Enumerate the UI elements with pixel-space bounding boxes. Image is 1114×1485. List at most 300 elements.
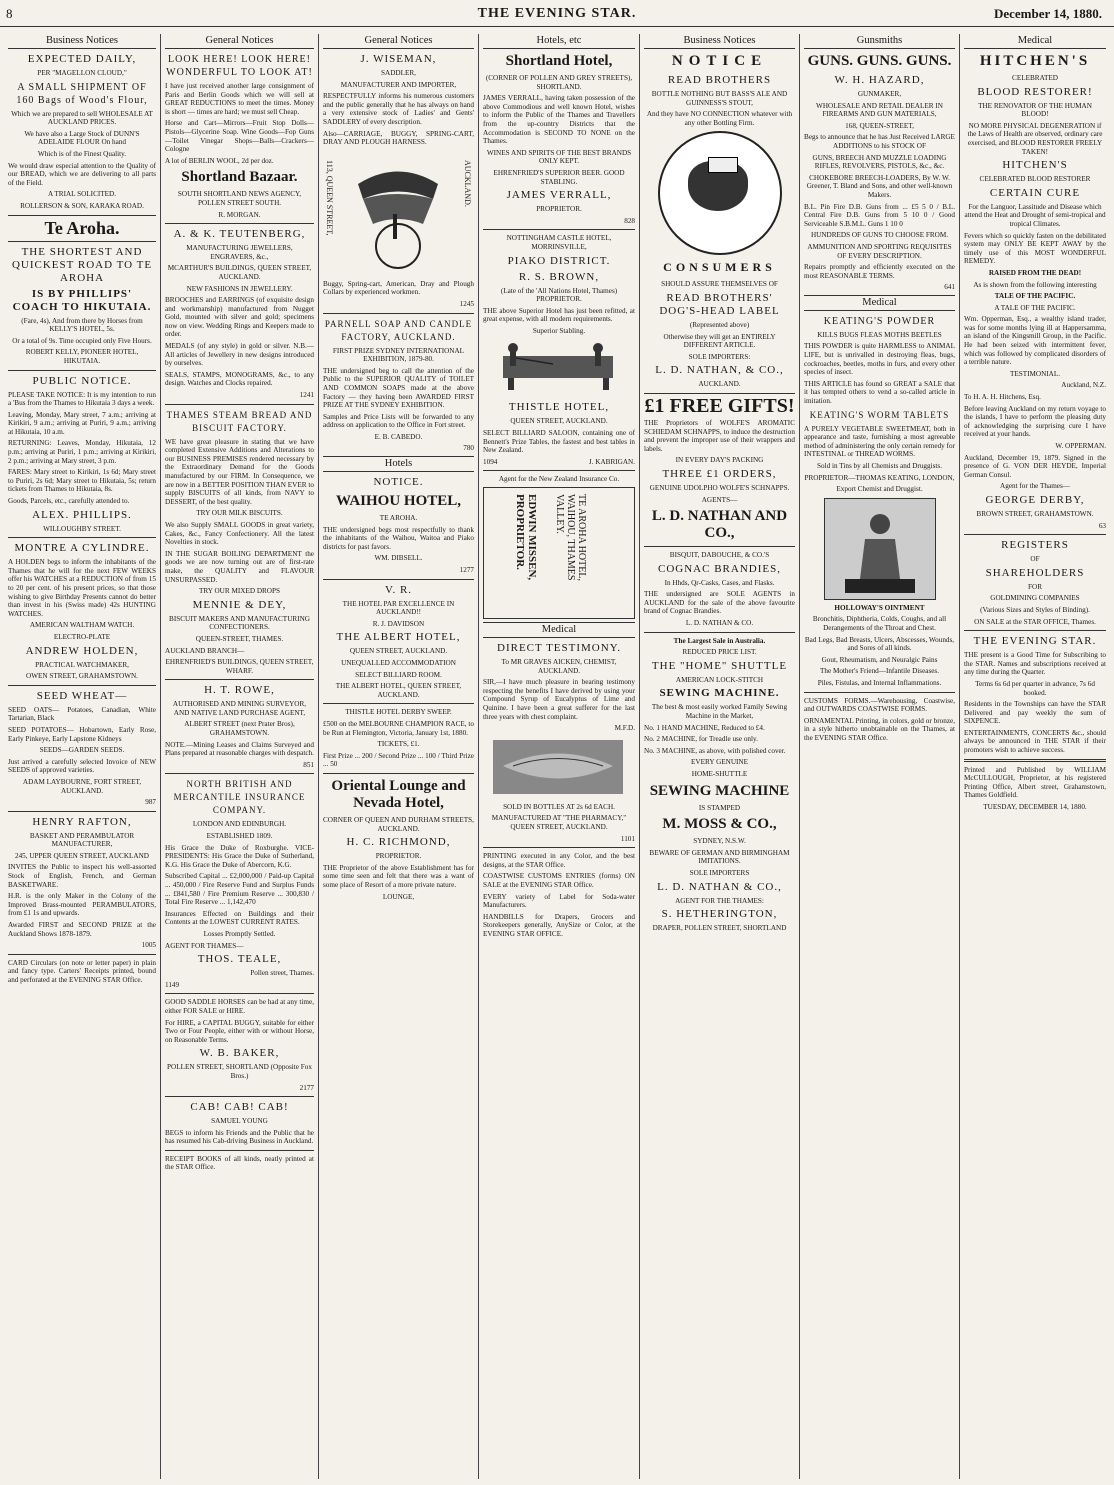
mcarthur-buildings: MCARTHUR'S BUILDINGS, QUEEN STREET, AUCKLAND. [167,264,312,281]
expected-daily: EXPECTED DAILY, [27,53,137,65]
beware: BEWARE OF GERMAN AND BIRMINGHAM IMITATIONS. [649,848,790,866]
bulldog-stamp [658,131,782,255]
column-business-notices-1 [4,34,161,1479]
ad-number: 63 [1098,521,1106,530]
verrall-proprietor: PROPRIETOR. [536,205,582,214]
export-chemist: Export Chemist and Druggist. [836,485,923,494]
badge-icon [708,157,738,173]
mining-leases: NOTE.—Mining Leases and Claims Surveyed and Plans prepared at reasonable charges with despatch. [165,740,314,758]
piako: PIAKO DISTRICT. [507,254,611,267]
shipment: A SMALL SHIPMENT OF 160 Bags of Wood's Flour, [16,81,148,106]
agent-thames: AGENT FOR THAMES— [165,941,244,950]
goods-list: Horse and Cart—Mirrors—Fruit Stop Dolls—Pistols—Glycerine Soap. Wine Goods—Fop Guns—Toilet Vinegar Shops—Balls—Crackers—Cologne [165,119,314,154]
proprietor-text: THE Proprietor of the above Establishment has for some time seen and felt that there was a want of some place of Resort of a more private nature. [323,863,474,889]
seed-oats: SEED OATS— Potatoes, Canadian, White Tartarian, Black [8,705,156,723]
electro-plate: ELECTRO-PLATE [53,632,111,641]
no1: No. 1 HAND MACHINE, Reduced to £4. [644,723,765,732]
column-header: Gunsmiths [804,34,955,49]
london-edinburgh: LONDON AND EDINBURGH. [192,820,287,829]
vegetable: A PURELY VEGETABLE SWEETMEAT, both in appearance and taste, furnishing a most agreeable method of administering the only certain remedy for INTESTINAL or THREAD WORMS. [804,424,955,459]
imprint-date: TUESDAY, DECEMBER 14, 1880. [983,803,1087,812]
ad-number: 828 [624,216,635,225]
beer: EHRENFRIED'S SUPERIOR BEER. GOOD STABLING. [493,168,625,186]
nottingham: NOTTINGHAM CASTLE HOTEL, MORRINSVILLE, [506,234,612,251]
of: OF [1030,555,1040,564]
seals: SEALS, STAMPS, MONOGRAMS, &c., to any design. Watches and Clocks repaired. [165,370,314,388]
hotels-header: Hotels [323,456,474,472]
seed-wheat: SEED WHEAT— [36,689,128,702]
repairs: Repairs promptly and efficiently executed on the most REASONABLE TERMS. [804,263,955,280]
column-general-notices-2 [319,34,479,1479]
home-shuttle-2: HOME-SHUTTLE [691,770,748,778]
entertainments: ENTERTAINMENTS, CONCERTS &c., should always be announced in THE STAR if their promoters wish to achieve success. [964,728,1106,755]
soap-notice: THE undersigned beg to call the attention of the Public to the SUPERIOR QUALITY of TOILET AND COMMON SOAPS made at the above Factory — they having been AWARDED FIRST PRIZE AT THE SYDNEY EXHIBITION. [323,366,474,410]
figure-illustration [825,499,935,599]
waltham-watch: AMERICAN WALTHAM WATCH. [29,621,135,630]
par-excellence: THE HOTEL PAR EXCELLENCE IN AUCKLAND!! [342,599,455,617]
thanks: THE undersigned begs most respectfully to thank the inhabitants of the Waihou, Waitoa and Piako districts for past favors. [323,525,474,551]
nz-insurance-agent: Agent for the New Zealand Insurance Co. [498,475,620,484]
fevers: Fevers which so quickly fasten on the debilitated system may ONLY BE KEPT AWAY by the timely use of this MOST WONDERFUL REMEDY. [964,231,1106,266]
otherwise: Otherwise they will get an ENTIRELY DIFFERENT ARTICLE. [663,332,776,350]
per-cloud: PER "MAGELLON CLOUD," [37,69,127,77]
albert-hotel: THE ALBERT HOTEL, [336,631,461,644]
wines: WINES AND SPIRITS OF THE BEST BRANDS ONLY KEPT. [486,148,632,166]
trial-solicited: A TRIAL SOLICITED. [47,190,117,199]
card-circulars: CARD Circulars (on note or letter paper) in plain and fancy type. Carters' Receipts printed, bound and perforated at the EVENING STAR Office. [8,958,156,984]
fare: (Fare, 4s), And from there by Horses from KELLY'S HOTEL, 5s. [21,316,143,334]
sugar-boiling: IN THE SUGAR BOILING DEPARTMENT the goods we are now turning out are of first-rate make, the QUALITY and FLAVOUR UNSURPASSED. [165,549,314,584]
rollerson: ROLLERSON & SON, KARAKA ROAD. [20,201,144,210]
bad-legs: Bad Legs, Bad Breasts, Ulcers, Abscesses, Wounds, and Sores of all kinds. [804,635,955,653]
medical-header: Medical [483,622,635,638]
milk-biscuits: TRY OUR MILK BISCUITS. [196,509,283,518]
thistle-hotel: THISTLE HOTEL, [508,401,610,414]
brooches: BROOCHES and EARRINGS (of exquisite design and workmanship) manufactured from Nugget Gold, mounted with silver and gold; specimens now on view. Wedding Rings and Keepers made to order. [165,296,314,339]
billiard-saloon: SELECT BILLIARD SALOON, containing one of Bennett's Prize Tables, the fastest and best tables in New Zealand. [483,429,635,455]
notice: NOTICE. [373,476,424,489]
ld-nathan-3: L. D. NATHAN & CO. [685,619,754,628]
ld-nathan-2: L. D. NATHAN AND CO., [651,508,788,542]
medals: MEDALS (of any style) in gold or silver. N.B.—All articles of Jewellery in new designs introduced by ourselves. [165,342,314,368]
testimony-text: SIR,—I have much pleasure in bearing testimony respecting the benefits I have derived by using your Compound Syrup of Eucalyptus of Lime and Quinine. I have been a great sufferer for the last three years with chest complaint. [483,678,635,721]
saddler: SADDLER, [381,69,416,77]
hetherington: S. HETHERINGTON, [661,908,778,921]
medical-header: Medical [804,295,955,311]
column-header: Business Notices [8,34,156,49]
ad-number: 1101 [620,834,635,843]
renovator: THE RENOVATOR OF THE HUMAN BLOOD! [978,101,1092,119]
column-medical [960,34,1110,1479]
column-business-notices-2 [640,34,800,1479]
ad-number: 1149 [165,980,180,989]
bread-notice: We would draw especial attention to the Quality of our BREAD, which we are delivering to all parts of the Field. [8,161,156,187]
new-fashions: NEW FASHIONS IN JEWELLERY. [186,284,293,293]
rotated-ad-block [483,487,635,619]
genuine-wolfe: GENUINE UDOLPHO WOLFE'S SCHNAPPS. [649,483,790,492]
w-b-baker: W. B. BAKER, [199,1047,280,1060]
te-aroha-heading: Te Aroha. [44,217,120,238]
te-aroha: TE AROHA. [379,514,418,523]
piles: Piles, Fistulas, and Internal Inflammations. [817,678,942,687]
ad-number: 780 [463,444,474,453]
on-sale: ON SALE at the STAR OFFICE, Thames. [974,617,1096,626]
richmond: H. C. RICHMOND, [346,836,451,849]
north-british: NORTH BRITISH AND MERCANTILE INSURANCE COMPANY. [173,779,306,816]
oriental-lounge: Oriental Lounge and Nevada Hotel, [331,777,466,811]
customs-forms: CUSTOMS FORMS.—Warehousing, Coastwise, and OUTWARDS COASTWISE FORMS. [804,696,955,714]
thistle-sweep: THISTLE HOTEL DERBY SWEEP. [345,708,452,717]
three-orders: THREE £1 ORDERS, [662,467,777,480]
leaving-schedule: Leaving, Monday, Mary street, 7 a.m.; arriving at Kirikiri, 9 a.m.; arriving at Puriri, 9 a.m.; arriving at Hikutaia, 10 a.m. [8,410,156,436]
shareholders: SHAREHOLDERS [985,566,1085,579]
berlin-wool: A lot of BERLIN WOOL, 2d per doz. [165,156,274,165]
holloway-ointment: HOLLOWAY'S OINTMENT [834,603,925,612]
billiard: SELECT BILLIARD ROOM. [355,670,442,679]
before-leaving: Before leaving Auckland on my return voyage to the islands, I have to perform the pleasing duty of acknowledging the surprising cure I have received at your hands. [964,404,1106,439]
queen-street: 168, QUEEN-STREET, [845,121,914,130]
to-graves: To MR GRAVES AICKEN, CHEMIST, AUCKLAND. [501,658,617,675]
notice: NOTICE [671,53,768,69]
total-fare: Or a total of 9s. Time occupied only Five Hours. [12,336,152,345]
queen-street-thames: QUEEN-STREET, THAMES. [195,634,284,643]
te-aroha-hotel: TE AROHA HOTEL, WAIHOU, THAMES VALLEY. [554,494,587,581]
harness: Also—CARRIAGE, BUGGY, SPRING-CART, DRAY AND PLOUGH HARNESS. [323,129,474,147]
home-shuttle: THE "HOME" SHUTTLE [651,659,788,672]
derby-street: BROWN STREET, GRAHAMSTOWN. [976,509,1094,518]
manufacturer: MANUFACTURER AND IMPORTER, [340,80,457,89]
albert-footer: THE ALBERT HOTEL, QUEEN STREET, AUCKLAND. [335,682,462,699]
alex-phillips: ALEX. PHILLIPS. [32,508,132,521]
saddle-illustration [343,154,453,274]
owen-street: OWEN STREET, GRAHAMSTOWN. [26,672,138,681]
masthead [0,0,1114,27]
ornamental-printing: ORNAMENTAL Printing, in colors, gold or bronze, in a style hitherto unobtainable on the Thames, at the EVENING STAR Office. [804,716,955,742]
eucalyptus-label-illustration [483,736,633,798]
sweep-500: £500 on the MELBOURNE CHAMPION RACE, to be Run at Flemington, Victoria, January 1st, 1880. [323,719,474,737]
received-notice: I have just received another large consignment of Paris and Berlin Goods which we will sell at GREAT REDUCTIONS to meet the times. Money is short — times are hard; we must sell Cheap. [165,82,314,116]
ad-number: 2177 [299,1083,314,1092]
great-pleasure: WE have great pleasure in stating that we have completed Extensive Additions and Alterations to our BUSINESS PREMISES rendered necessary by the Extraordinary Demand for the Goods manufactured by our FIRM. In Consequence, we are now in a BETTER POSITION THAN EVER to supply BISCUITS of all kinds, from NAVY to DESSERT, of the best quality. [165,437,314,506]
corner-queen: CORNER OF QUEEN AND DURHAM STREETS, AUCKLAND. [323,815,474,833]
shortland-bazaar: Shortland Bazaar. [181,169,298,186]
ld-nathan: L. D. NATHAN, & CO., [655,364,784,377]
subscribe: THE present is a Good Time for Subscribing to the STAR. Names and subscriptions received at any time during the Quarter. [964,651,1106,677]
hitchens: HITCHEN'S [979,53,1091,69]
auckland-nz: Auckland, N.Z. [1061,381,1106,390]
ad-number: 1245 [459,299,474,308]
cab-heading: CAB! CAB! CAB! [190,1101,289,1114]
ehrenfried-buildings: EHRENFRIED'S BUILDINGS, QUEEN STREET, WHARF. [165,658,314,675]
lock-stitch: AMERICAN LOCK-STITCH [675,675,764,684]
every-day: IN EVERY DAY'S PACKING [675,456,764,465]
waihou-hotel: WAIHOU HOTEL, [335,493,462,510]
guns-stock: GUNS, BREECH AND MUZZLE LOADING RIFLES, REVOLVERS, PISTOLS, &c., &c. [812,153,947,171]
verrall-notice: JAMES VERRALL, having taken possession of the above Commodious and well known Hotel, wishes to inform the Public of the Thames and Travellers from the up-country Districts that the Accommodation is SECOND TO NONE on the Thames. [483,94,635,146]
public-notice: PUBLIC NOTICE. [32,374,132,387]
auckland: AUCKLAND. [698,380,741,389]
draper: DRAPER, POLLEN STREET, SHORTLAND [652,924,787,933]
bisquit: BISQUIT, DABOUCHE, & CO.'S [669,551,770,560]
stamped: IS STAMPED [698,803,741,812]
hundreds: HUNDREDS OF GUNS TO CHOOSE FROM. [810,231,949,240]
albert-street: QUEEN STREET, AUCKLAND. [349,647,448,656]
established: ESTABLISHED 1809. [206,832,273,841]
tale-pacific-2: A TALE OF THE PACIFIC. [994,303,1076,312]
hitchens-2: HITCHEN'S [1002,159,1068,172]
small-goods: We also Supply SMALL GOODS in great variety, Cakes, &c., Fancy Confectionery. All the latest Novelties in stock. [165,520,314,547]
celebrated-2: CELEBRATED BLOOD RESTORER [979,175,1091,184]
sole-importers-2: SOLE IMPORTERS [689,868,750,877]
newspaper-title: THE EVENING STAR. [477,6,637,21]
thomas-keating: PROPRIETOR—THOMAS KEATING, LONDON, [804,473,955,482]
j-wiseman: J. WISEMAN, [360,53,437,65]
lounge: LOUNGE, [382,892,415,901]
direct-testimony: DIRECT TESTIMONY. [497,642,621,655]
celebrated: CELEBRATED [1012,74,1058,82]
morgan: R. MORGAN. [218,210,261,219]
sizes: (Various Sizes and Styles of Binding). [980,605,1090,614]
ad-number: 987 [145,798,156,807]
cognac: COGNAC BRANDIES, [658,562,781,575]
sewing-machine: SEWING MACHINE. [659,687,780,700]
imprint: Printed and Published by WILLIAM McCULLOUGH, Proprietor, at his registered Printing Office, Albert street, Grahamstown, Thames Goldfield. [964,765,1106,800]
teutenberg: A. & K. TEUTENBERG, [173,228,306,241]
sole-importers: SOLE IMPORTERS: [688,352,751,361]
goods-parcels: Goods, Parcels, etc., carefully attended to. [8,497,130,506]
shortland-hotel: Shortland Hotel, [505,53,613,69]
adam-laybourne: ADAM LAYBOURNE, FORT STREET, AUCKLAND. [22,777,142,795]
holloway-illustration [824,498,936,600]
willoughby: WILLOUGHBY STREET. [43,524,121,533]
dogs-head-label: READ BROTHERS' DOG'S-HEAD LABEL [659,291,780,317]
pharmacy: MANUFACTURED AT "THE PHARMACY," QUEEN STREET, AUCKLAND. [491,814,627,831]
free-gifts: £1 FREE GIFTS! [644,394,795,417]
brown-notice: THE above Superior Hotel has just been refitted, at great expense, with all modern requirements. [483,306,635,324]
goldmining: GOLDMINING COMPANIES [990,594,1080,603]
column-header: Medical [964,34,1106,49]
bottle-bass: BOTTLE NOTHING BUT BASS'S ALE AND GUINNESS'S STOUT, [651,90,788,107]
garden-seeds-text: Just arrived a carefully selected Invoice of NEW SEEDS of approved varieties. [8,757,156,775]
gun-price-list: B.L. Pin Fire D.B. Guns from ... £5 5 0 / B.L. Central Fire D.B. Guns from 5 10 0 / Good Serviceable S.B.M.L. Guns 1 10 0 [804,202,955,228]
holden-notice: A HOLDEN begs to inform the inhabitants of the Thames that he will for the next FEW WEEKS offer his WATCHES at a REDUCTION of from 15 to 20 per cent. of his present prices, so that those wishing to give Birthday Presents cannot do better than invest in his (Swiss made) 42s HUNTING WATCHES. [8,558,156,618]
parnell-soap: PARNELL SOAP AND CANDLE FACTORY, AUCKLAND. [324,318,473,342]
proprietor: PROPRIETOR. [375,852,422,861]
auckland-branch: AUCKLAND BRANCH— [165,646,245,655]
cabedo: E. B. CABEDO. [374,432,423,441]
blood-restorer: BLOOD RESTORER! [977,85,1093,98]
shortest-road: THE SHORTEST AND QUICKEST ROAD TO TE AROHA [11,245,153,284]
sold-bottles: SOLD IN BOTTLES AT 2s 6d EACH. [503,802,615,811]
page-number: 8 [6,6,13,21]
garden-seeds: SEEDS—GARDEN SEEDS. [39,746,125,755]
albert-street: ALBERT STREET (next Prater Bros), GRAHAMSTOWN. [184,720,295,738]
queen-street-vertical: 113, QUEEN STREET, [325,159,334,236]
kabrigan: J. KABRIGAN. [588,457,635,466]
ad-number: 1005 [141,941,156,950]
thistle-street: QUEEN STREET, AUCKLAND. [510,417,608,426]
signed: Auckland, December 19, 1879. Signed in the presence of G. VON DER HEYDE, Imperial German Consul. [964,453,1106,479]
printing: PRINTING executed in any Color, and the best designs, at the STAR Office. [483,852,635,869]
davidson: R. J. DAVIDSON [372,619,425,628]
r-s-brown: R. S. BROWN, [518,270,600,283]
evening-star: THE EVENING STAR. [973,635,1097,648]
mennie-dey: MENNIE & DEY, [192,598,287,611]
mothers-friend: The Mother's Friend—Infantile Diseases. [819,667,940,676]
practical-watchmaker: PRACTICAL WATCHMAKER, [35,660,129,669]
seed-potatoes: SEED POTATOES— Hobartown, Early Rose, Early Pinkeye, Early Lapstone Kidneys [8,725,156,743]
reduced-price: REDUCED PRICE LIST. [682,648,757,657]
no2: No. 2 MACHINE, for Treadle use only. [644,735,758,744]
buggy-collars: Buggy, Spring-cart, American, Dray and Plough Collars by experienced workmen. [323,279,474,297]
sole-agents: THE undersigned are SOLE AGENTS in AUCKLAND for the sale of the above favourite brand of Cognac Brandies. [644,590,795,616]
as-shown: As is shown from the following interesting [973,280,1097,289]
keating-powder: KEATING'S POWDER [823,315,936,327]
registers: REGISTERS [1001,539,1069,552]
thos-teale: THOS. TEALE, [197,953,282,966]
for: FOR [1028,582,1042,591]
edwin-missen: EDWIN MISSEN, PROPRIETOR. [514,494,538,581]
first-prize: FIRST PRIZE SYDNEY INTERNATIONAL EXHIBITION, 1879-80. [332,346,465,364]
gunmaker: GUNMAKER, [857,90,902,98]
returning-schedule: RETURNING: Leaves, Monday, Hikutaia, 12 p.m.; arriving at Puriri, 1 p.m.; arriving at Kirikiri, 2 p.m.; arriving at Mary street, 3 p.m. [8,439,156,465]
labels: EVERY variety of Label for Soda-water Manufacturers. [483,892,635,910]
consumers: CONSUMERS [663,260,776,275]
fares: FARES: Mary street to Kirikiri, 1s 6d; Mary street to Puriri, 2s 6d; Mary street to Hikutaia, 5s; return tickets from Thames to Hikutaia, 8s. [8,468,156,494]
billiard-table-illustration [483,338,633,393]
great-sale: THIS ARTICLE has found so GREAT a SALE that it has tempted others to vend a so-called article in imitation. [804,379,955,406]
james-verrall: JAMES VERRALL, [506,189,612,202]
buggy-hire: For HIRE, a CAPITAL BUGGY, suitable for either Two or Four People, either with or without Horse, on Reasonable Terms. [165,1018,314,1044]
opperman-story: Wm. Opperman, Esq., a wealthy island trader, was for some months lying ill at Happersamma, an island of the Kingsmill Group, in the Pacific. He had been seized with intermittent fever, which was followed by complicated disorders of a terrible nature. [964,315,1106,367]
wiseman-notice: RESPECTFULLY informs his numerous customers and the public generally that he has always on hand a very extensive stock of Ladies' and Gents' SADDLERY of every description. [323,92,474,126]
agents: AGENTS— [701,495,738,504]
hhds: In Hhds, Qr-Casks, Cases, and Flasks. [664,578,775,587]
ad-number: 641 [944,283,955,292]
agent-thames: Agent for the Thames— [1000,482,1070,491]
invites: INVITES the Public to inspect his well-assorted Stock of English, French, and German BASKETWARE. [8,863,156,889]
certain-cure: CERTAIN CURE [989,186,1081,199]
finest-quality: Which is of the Finest Quality. [37,149,127,158]
sydney: SYDNEY, N.S.W. [693,837,746,846]
languor: For the Languor, Lassitude and Disease which attend the Heat and Drought of semi-tropical and tropical Climates. [964,202,1106,228]
w-h-hazard: W. H. HAZARD, [834,74,925,86]
no-connection: And they have NO CONNECTION whatever with any other Bottling Firm. [646,110,793,127]
stabling: Superior Stabling. [532,326,586,335]
upper-queen: 245, UPPER QUEEN STREET, AUCKLAND [14,851,150,860]
ammunition: AMMUNITION AND SPORTING REQUISITES OF EVERY DESCRIPTION. [807,242,952,260]
kills-bugs: KILLS BUGS FLEAS MOTHS BEETLES [817,330,942,339]
issue-date: December 14, 1880. [993,6,1102,21]
look-here: LOOK HERE! LOOK HERE! WONDERFUL TO LOOK AT! [166,54,313,78]
residents: Residents in the Townships can have the STAR Delivered and pay weekly the sum of SIXPENCE. [964,700,1106,726]
news-agency: SOUTH SHORTLAND NEWS AGENCY, POLLEN STREET SOUTH. [177,190,302,207]
column-header: General Notices [323,34,474,49]
only-maker: H.R. is the only Maker in the Colony of the Improved Brass-mounted PERAMBULATORS, from £1 1s and upwards. [8,892,156,918]
moss-co: M. MOSS & CO., [662,816,777,833]
cab-notice: BEGS to inform his Friends and the Public that he has resumed his Cab-driving Business in Auckland. [165,1128,314,1146]
samuel-young: SAMUEL YOUNG [211,1117,268,1126]
phillips-coach: IS BY PHILLIPS' COACH TO HIKUTAIA. [12,287,152,313]
no-more: NO MORE PHYSICAL DEGENERATION if the Laws of Health are observed, ordinary care exercised, and BLOOD RESTORER FREELY TAKEN! [967,121,1103,156]
andrew-holden: ANDREW HOLDEN, [25,644,139,657]
robert-kelly: ROBERT KELLY, PIONEER HOTEL, HIKUTAIA. [25,348,139,365]
steam-bread: THAMES STEAM BREAD AND BISCUIT FACTORY. [166,409,313,433]
column-gunsmiths [800,34,960,1479]
late-of: (Late of the 'All Nations Hotel, Thames) PROPRIETOR. [500,286,618,304]
ld-nathan-4: L. D. NATHAN & CO., [657,880,782,893]
opperman: W. OPPERMAN. [1055,442,1106,450]
montre-cylindre: MONTRE A CYLINDRE. [14,542,150,555]
testimonial: TESTIMONIAL. [1009,369,1061,378]
assure: SHOULD ASSURE THEMSELVES OF [661,280,778,289]
every-genuine: EVERY GENUINE [690,758,749,767]
v-r: V. R. [384,583,413,596]
ad-number: 1241 [299,391,314,400]
george-derby: GEORGE DERBY, [985,493,1085,506]
gout: Gout, Rheumatism, and Neuralgic Pains [821,655,938,664]
capital: Subscribed Capital ... £2,000,000 / Paid-up Capital ... 450,000 / Fire Reserve Fund and Surplus Funds ... £841,580 / Fire Premium Reserve ... 300,830 / Total Fire Reserve ... 1,142,470 [165,872,314,907]
saddle-horses: GOOD SADDLE HORSES can be had at any time, either FOR SALE or HIRE. [165,998,314,1015]
surveyor: AUTHORISED AND MINING SURVEYOR, AND NATIVE LAND PURCHASE AGENT, [172,700,307,717]
awarded: Awarded FIRST and SECOND PRIZE at the Auckland Shows 1878-1879. [8,921,156,938]
sewing-machine-2: SEWING MACHINE [649,782,790,799]
best-machine: The best & most easily worked Family Sewing Machine in the Market, [651,703,788,721]
unequalled: UNEQUALLED ACCOMMODATION [341,659,456,667]
auckland-vertical: AUCKLAND. [463,159,472,207]
wholesale: WHOLESALE AND RETAIL DEALER IN FIREARMS AND GUN MATERIALS, [816,101,943,119]
wolfe-notice: THE Proprietors of WOLFE'S AROMATIC SCHIEDAM SCHNAPPS, to induce the destruction and prevent the improper use of their wrappers and labels. [644,418,795,453]
column-hotels [479,34,640,1479]
largest-sale: The Largest Sale in Australia. [673,636,766,645]
worm-tablets: KEATING'S WORM TABLETS [809,409,950,420]
insurances: Insurances Effected on Buildings and their Contents at the LOWEST CURRENT RATES. [165,909,314,927]
h-t-rowe: H. T. ROWE, [204,684,275,697]
henry-rafton: HENRY RAFTON, [32,815,132,828]
handbills: HANDBILLS for Drapers, Grocers and Storekeepers generally, AnySize or Color, at the EVENING STAR OFFICE. [483,912,635,938]
read-brothers: READ BROTHERS [667,74,772,86]
teale-street: Pollen street, Thames. [250,969,314,978]
wm-dibsell: WM. DIBSELL. [374,554,423,563]
no3: No. 3 MACHINE, as above, with polished cover. [644,746,786,755]
saddle-illustration-block [323,150,474,280]
losses: Losses Promptly Settled. [203,929,276,938]
to-hitchens: To H. A. H. Hitchens, Esq. [964,393,1041,402]
terms: Terms 6s 6d per quarter in advance, 7s 6d booked. [975,679,1095,697]
agent-thames: AGENT FOR THE THAMES: [675,896,764,905]
corner-pollen: (CORNER OF POLLEN AND GREY STREETS), SHORTLAND. [485,74,633,91]
sold-wholesale: Which we are prepared to sell WHOLESALE AT AUCKLAND PRICES. [11,109,153,127]
ad-number: 1277 [459,566,474,575]
raised: RAISED FROM THE DEAD! [988,268,1082,277]
begs-announce: Begs to announce that he has Just Received LARGE ADDITIONS to his STOCK OF [804,133,955,150]
mixed-drops: TRY OUR MIXED DROPS [198,587,280,596]
guns-heading: GUNS. GUNS. GUNS. [807,53,952,69]
dunn-flour: We have also a Large Stock of DUNN'S ADELAIDE FLOUR On hand [24,129,140,147]
mfd: M.F.D. [614,724,635,733]
coastwise: COASTWISE CUSTOMS ENTRIES (forms) ON SALE at the EVENING STAR Office. [483,872,635,889]
prizes: First Prize ... 200 / Second Prize ... 100 / Third Prize ... 50 [323,751,474,769]
receipt-books: RECEIPT BOOKS of all kinds, neatly printed at the STAR Office. [165,1154,314,1172]
tale-pacific: TALE OF THE PACIFIC. [994,292,1076,301]
column-header: Business Notices [644,34,795,49]
please-take-notice: PLEASE TAKE NOTICE: It is my intention to run a 'Bus from the Thames to Hikutaia 3 days a week. [8,390,156,408]
baker-street: POLLEN STREET, SHORTLAND (Opposite Fox Bros.) [167,1063,312,1080]
tickets: TICKETS, £1. [377,740,420,749]
basket-maker: BASKET AND PERAMBULATOR MANUFACTURER, [29,831,135,849]
column-general-notices-1 [161,34,319,1479]
biscuit-makers: BISCUIT MAKERS AND MANUFACTURING CONFECTIONERS. [169,614,310,632]
